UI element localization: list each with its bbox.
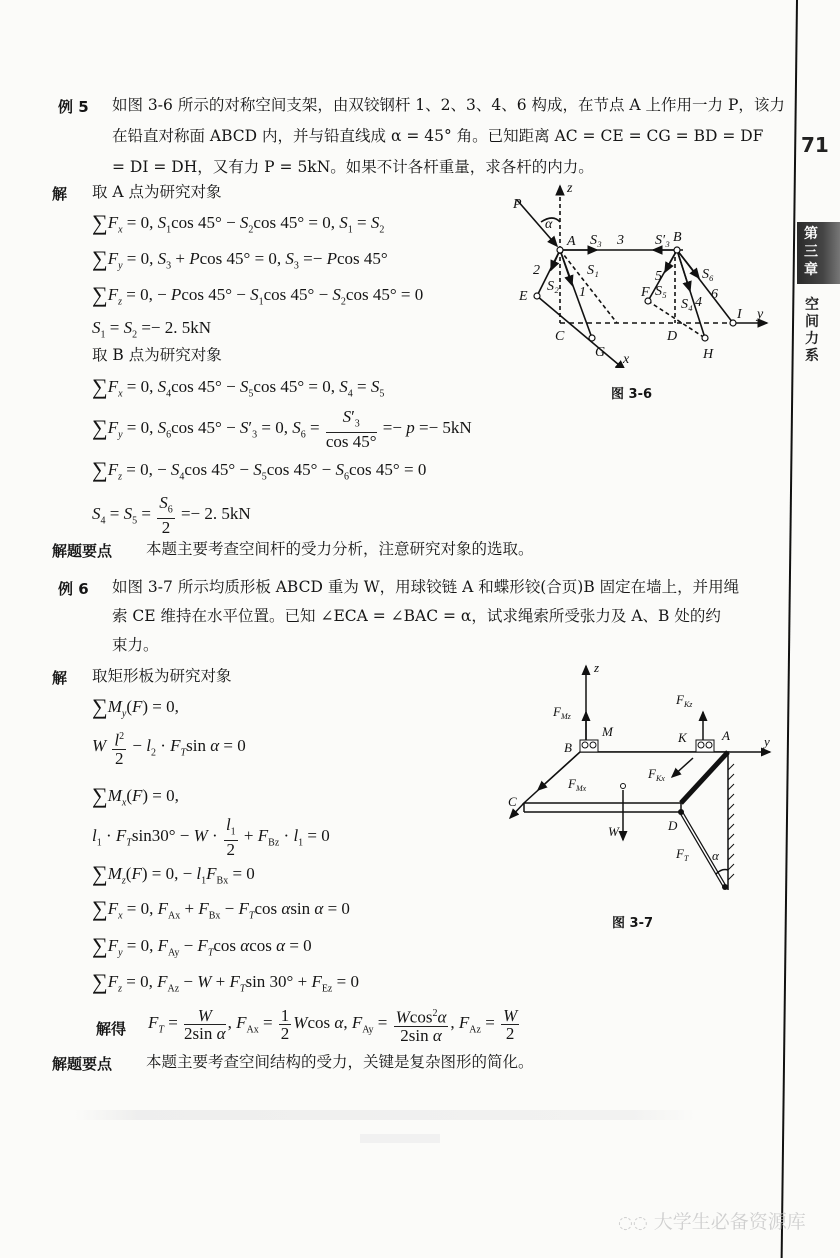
page-number: 71 [801,133,829,157]
eq-a-fz: $\sum F_z = 0$, − Pcos $45^\circ - S_1\cos$ $45^\circ - S_2\cos$ 45° = 0 [92,282,424,308]
svg-text:S′₃: S′₃ [655,233,670,248]
svg-text:S₅: S₅ [655,284,667,299]
page-edge-line [781,0,798,1258]
example5-key-label: 解题要点 [52,542,113,560]
eq-fx: $\sum F_x = 0$, $F_{Ax} + F_{Bx} - F_T\cos$ αsin α = 0 [92,896,350,922]
example5-key-text: 本题主要考查空间杆的受力分析，注意研究对象的选取。 [146,540,534,558]
svg-text:A: A [567,234,576,249]
svg-text:H: H [703,347,714,362]
example5-solution-label: 解 [52,185,68,203]
eq-fz: $\sum F_z = 0$, $F_{Az} - W + F_T\sin$ $30^\circ + F_{Ez} = 0$ [92,969,359,995]
svg-text:x: x [623,352,630,367]
eq-fy: $\sum F_y = 0$, $F_{Ay} - F_T\cos$ αcos α = 0 [92,933,312,959]
result-b: $S_4 = S_5$ = $\frac{S_6}{2}$ =− 2. 5kN [92,493,251,538]
svg-text:W: W [608,824,619,839]
svg-text:S₂: S₂ [547,279,559,294]
svg-text:FMx: $F_{Mx}$ [568,776,587,793]
example5-label: 例 5 [58,98,89,116]
svg-text:K: K [678,730,687,745]
svg-text:FMz: $F_{Mz}$ [553,704,571,721]
figure-3-6-caption: 图 3-6 [611,387,653,402]
svg-text:S₁: S₁ [587,263,599,278]
eq-mz: $\sum M_z(F) = 0$, − $l_1F_{Bx} = 0$ [92,861,255,887]
eq-my: $\sum M_y(F) = 0$, [92,694,179,720]
chat-bubble-icon: ◌◌ [618,1213,648,1233]
svg-text:z: z [594,660,600,675]
svg-text:3: 3 [617,233,624,248]
bleed-through-text [75,1110,695,1120]
svg-text:D: D [667,329,678,344]
svg-text:C: C [555,329,565,344]
svg-text:C: C [508,794,517,809]
svg-text:6: 6 [711,287,718,302]
figure-3-7-diagram [498,660,788,910]
svg-text:I: I [737,307,742,322]
bleed-through-text [360,1134,440,1143]
eq-b-fy: $\sum F_y = 0$, $S_6\cos$ $45^\circ - S'_3 = 0$, $S_6$ = $\frac{S'_3}{\cos 45^\circ}$ =− p =− 5kN [92,407,472,452]
eq-mx: $\sum M_x(F) = 0$, [92,783,179,809]
example5-step-b: 取 B 点为研究对象 [92,346,222,364]
example5-step-a: 取 A 点为研究对象 [92,183,222,201]
svg-text:B: B [564,740,572,755]
eq-a-fx: $\sum F_x = 0$, $S_1\cos$ $45^\circ - S_2\cos$ 45° = 0, $S_1 = S_2$ [92,210,385,236]
eq-my-detail: W $\frac{l^2}{2}$ − $l_2 \cdot F_T\sin$ α = 0 [92,728,246,767]
svg-text:5: 5 [655,269,662,284]
svg-text:E: E [519,289,528,304]
svg-text:S₆: S₆ [702,267,714,282]
svg-text:1: 1 [579,285,586,300]
example6-label: 例 6 [58,580,89,598]
result-a: $S_1 = S_2 =- 2$. 5kN [92,318,212,341]
example5-problem-line-3: = DI = DH，又有力 P = 5kN。如果不计各杆重量，求各杆的内力。 [112,158,594,176]
svg-text:4: 4 [695,295,702,310]
example6-problem-line-3: 束力。 [112,636,159,654]
svg-text:B: B [673,230,682,245]
svg-text:M: M [602,724,613,739]
eq-a-fy: $\sum F_y = 0$, $S_3 + Pcos$ 45° = 0, $S_3 =- Pcos$ 45° [92,246,388,272]
example6-solution-label: 解 [52,669,68,687]
example5-problem-line-2: 在铅直对称面 ABCD 内，并与铅直线成 α = 45° 角。已知距离 AC = CE = CG = BD = DF [112,127,764,145]
example6-step: 取矩形板为研究对象 [92,667,232,685]
svg-text:S₃: S₃ [590,233,602,248]
svg-text:P: P [513,197,522,212]
svg-text:G: G [595,345,606,360]
svg-text:A: A [722,728,730,743]
svg-text:y: y [757,307,764,322]
result-formulas: $F_T$ = $\frac{W}{\text{2sin α}}$ , $F_{Ax}$ = $\frac{1}{2}$ Wcos α, $F_{Ay}$ = $\frac{Wcos^2\alpha}{\text{2sin α}}$ , $F_{Az}$ = $\frac{W}{2}$ [148,1005,518,1045]
eq-mx-detail: $l_1 \cdot F_T\sin 30^\circ - W$ · $\frac{l_1}{2}$ + $F_{Bz} \cdot l_1 = 0$ [92,815,330,860]
svg-text:FKz: $F_{Kz}$ [676,692,693,709]
figure-3-7-caption: 图 3-7 [612,916,654,931]
svg-text:y: y [764,734,770,749]
svg-text:FT: $F_T$ [676,846,689,863]
svg-text:F: F [641,285,650,300]
eq-b-fx: $\sum F_x = 0$, $S_4\cos$ $45^\circ - S_5\cos$ 45° = 0, $S_4 = S_5$ [92,374,385,400]
chapter-tab-label: 第三章 [804,226,818,278]
svg-text:α: α [545,217,553,232]
watermark-text: 大学生必备资源库 [653,1211,806,1233]
svg-text:α: α [712,848,719,863]
chapter-name: 空间力系 [805,297,819,364]
svg-text:z: z [567,181,573,196]
example6-problem-line-2: 索 CE 维持在水平位置。已知 ∠ECA = ∠BAC = α，试求绳索所受张力及 A、B 处的约 [112,607,721,625]
svg-text:FKx: $F_{Kx}$ [648,766,665,783]
example6-problem-line-1: 如图 3-7 所示均质形板 ABCD 重为 W，用球铰链 A 和蝶形铰(合页)B 固定在墙上，并用绳 [112,578,740,596]
figure-3-6-diagram [505,178,775,368]
result-label: 解得 [96,1020,127,1038]
chapter-tab [797,222,840,284]
example5-problem-line-1: 如图 3-6 所示的对称空间支架，由双铰钢杆 1、2、3、4、6 构成，在节点 A 上作用一力 P，该力 [112,96,785,114]
eq-b-fz: $\sum F_z = 0$, − $S_4\cos$ $45^\circ - S_5\cos$ $45^\circ - S_6\cos$ 45° = 0 [92,457,427,483]
svg-text:2: 2 [533,263,540,278]
example6-key-text: 本题主要考查空间结构的受力，关键是复杂图形的简化。 [146,1053,534,1071]
example6-key-label: 解题要点 [52,1055,113,1073]
svg-text:S₄: S₄ [681,297,693,312]
watermark [618,1207,806,1234]
svg-text:D: D [668,818,678,833]
